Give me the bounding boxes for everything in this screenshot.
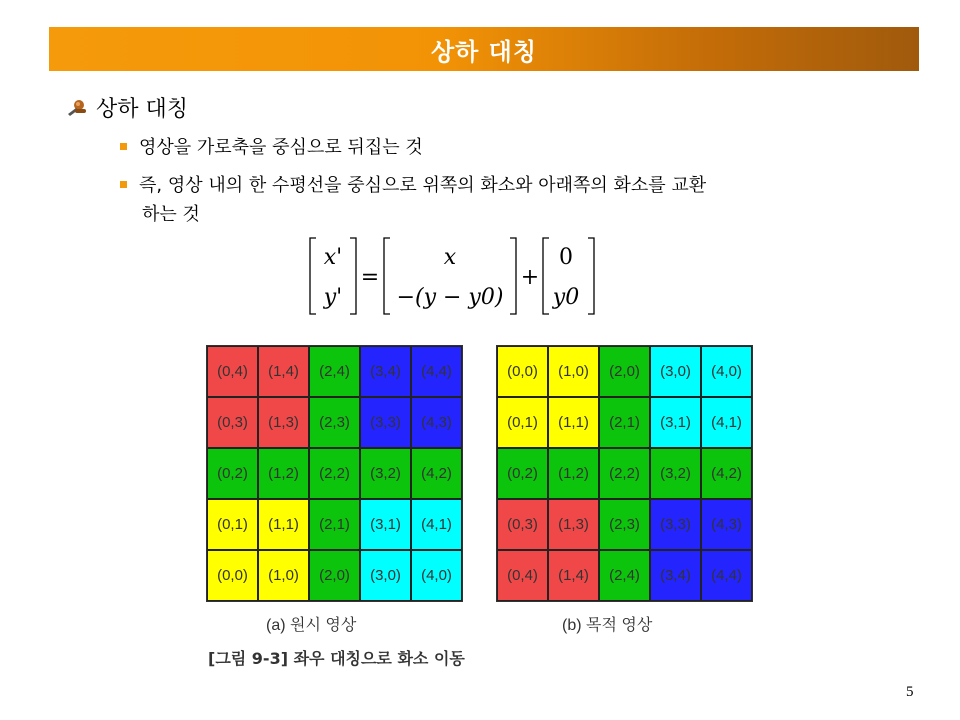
grid-cell: (4,3) — [411, 397, 462, 448]
bullet-text-1: 영상을 가로축을 중심으로 뒤집는 것 — [139, 137, 423, 158]
section-heading-text: 상하 대칭 — [96, 97, 189, 122]
grid-cell: (2,0) — [309, 550, 360, 601]
grid-cell: (1,2) — [548, 448, 599, 499]
grid-cell: (2,2) — [309, 448, 360, 499]
target-image-caption: (b) 목적 영상 — [562, 617, 653, 634]
pushpin-icon — [66, 99, 88, 117]
section-heading — [66, 92, 188, 123]
grid-cell: (1,2) — [258, 448, 309, 499]
grid-cell: (1,0) — [258, 550, 309, 601]
grid-cell: (2,1) — [309, 499, 360, 550]
grid-cell: (0,2) — [207, 448, 258, 499]
formula-rhs1-x: x — [443, 245, 457, 270]
grid-cell: (4,2) — [411, 448, 462, 499]
grid-cell: (1,4) — [258, 346, 309, 397]
grid-cell: (4,1) — [411, 499, 462, 550]
bullet-text-3: 하는 것 — [142, 204, 200, 225]
source-image-caption: (a) 원시 영상 — [266, 617, 357, 634]
grid-cell: (4,0) — [411, 550, 462, 601]
bullet-item-2-continued — [142, 201, 200, 229]
grid-cell: (3,1) — [650, 397, 701, 448]
grid-cell: (1,4) — [548, 550, 599, 601]
bullet-item-1 — [120, 134, 423, 162]
grid-cell: (4,4) — [701, 550, 752, 601]
grid-cell: (4,0) — [701, 346, 752, 397]
grid-cell: (2,2) — [599, 448, 650, 499]
grid-cell: (4,1) — [701, 397, 752, 448]
bullet-square-icon — [120, 181, 127, 188]
grid-cell: (2,3) — [309, 397, 360, 448]
formula-rhs2-zero: 0 — [559, 245, 573, 270]
grid-cell: (2,4) — [599, 550, 650, 601]
slide-title-bar — [49, 27, 919, 71]
grid-cell: (1,3) — [258, 397, 309, 448]
bullet-item-2 — [120, 172, 706, 200]
grid-cell: (2,3) — [599, 499, 650, 550]
grid-cell: (1,0) — [548, 346, 599, 397]
grid-cell: (2,1) — [599, 397, 650, 448]
grid-cell: (3,3) — [650, 499, 701, 550]
formula-lhs-y: y' — [323, 285, 343, 310]
bullet-text-2: 즉, 영상 내의 한 수평선을 중심으로 위쪽의 화소와 아래쪽의 화소를 교환 — [139, 175, 707, 196]
grid-cell: (3,4) — [360, 346, 411, 397]
formula-rhs2-y0: y0 — [552, 285, 580, 310]
bullet-square-icon — [120, 143, 127, 150]
grid-cell: (3,2) — [360, 448, 411, 499]
grid-cell: (3,0) — [650, 346, 701, 397]
target-image-grid — [496, 345, 753, 602]
grid-cell: (4,3) — [701, 499, 752, 550]
formula-lhs-x: x' — [323, 245, 343, 270]
grid-cell: (2,0) — [599, 346, 650, 397]
slide-title: 상하 대칭 — [430, 37, 538, 66]
grid-cell: (0,1) — [497, 397, 548, 448]
grid-cell: (0,4) — [207, 346, 258, 397]
grid-cell: (0,2) — [497, 448, 548, 499]
grid-cell: (3,2) — [650, 448, 701, 499]
grid-cell: (3,1) — [360, 499, 411, 550]
grid-cell: (0,0) — [207, 550, 258, 601]
page-number: 5 — [906, 684, 914, 700]
grid-cell: (2,4) — [309, 346, 360, 397]
source-image-grid — [206, 345, 463, 602]
grid-cell: (1,1) — [258, 499, 309, 550]
grid-cell: (0,1) — [207, 499, 258, 550]
grid-cell: (0,3) — [207, 397, 258, 448]
formula-rhs1-y: −(y − y0) — [396, 285, 504, 310]
grid-cell: (3,0) — [360, 550, 411, 601]
formula-equals: = — [360, 265, 380, 290]
flip-formula — [308, 236, 608, 316]
grid-cell: (0,0) — [497, 346, 548, 397]
grid-cell: (0,4) — [497, 550, 548, 601]
grid-cell: (1,3) — [548, 499, 599, 550]
grid-cell: (3,3) — [360, 397, 411, 448]
grid-cell: (4,2) — [701, 448, 752, 499]
grid-cell: (0,3) — [497, 499, 548, 550]
grid-cell: (3,4) — [650, 550, 701, 601]
grid-cell: (4,4) — [411, 346, 462, 397]
formula-plus: + — [520, 265, 540, 290]
figure-caption: [그림 9-3] 좌우 대칭으로 화소 이동 — [208, 649, 465, 668]
grid-cell: (1,1) — [548, 397, 599, 448]
